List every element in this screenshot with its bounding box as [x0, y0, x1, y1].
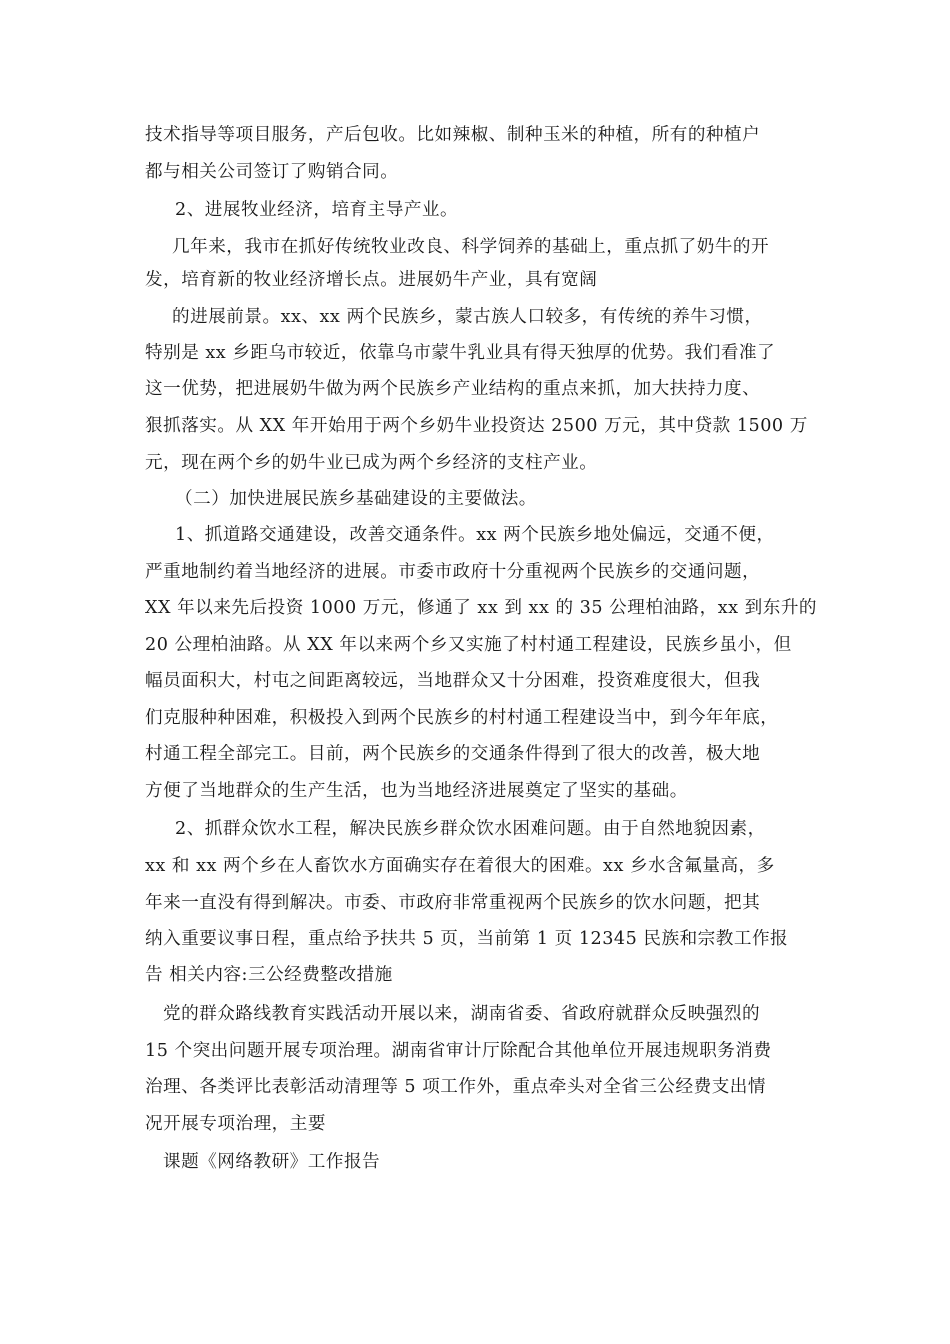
text-line: 都与相关公司签订了购销合同。 — [145, 162, 399, 182]
text-line: 村通工程全部完工。目前，两个民族乡的交通条件得到了很大的改善，极大地 — [145, 744, 761, 764]
text-line: 几年来，我市在抓好传统牧业改良、科学饲养的基础上，重点抓了奶牛的开 — [172, 237, 770, 257]
text-line: 2、进展牧业经济，培育主导产业。 — [175, 200, 459, 220]
text-line: 治理、各类评比表彰活动清理等 5 项工作外，重点牵头对全省三公经费支出情 — [145, 1077, 766, 1097]
text-line: 2、抓群众饮水工程，解决民族乡群众饮水困难问题。由于自然地貌因素， — [175, 819, 766, 839]
text-line: 狠抓落实。从 XX 年开始用于两个乡奶牛业投资达 2500 万元，其中贷款 1500 万 — [145, 416, 808, 436]
text-line: 发，培育新的牧业经济增长点。进展奶牛产业，具有宽阔 — [145, 270, 598, 290]
text-line: xx 和 xx 两个乡在人畜饮水方面确实存在着很大的困难。xx 乡水含氟量高，多 — [145, 856, 775, 876]
text-line: 况开展专项治理，主要 — [145, 1114, 326, 1134]
text-line: 方便了当地群众的生产生活，也为当地经济进展奠定了坚实的基础。 — [145, 781, 688, 801]
text-line: 元，现在两个乡的奶牛业已成为两个乡经济的支柱产业。 — [145, 453, 598, 473]
text-line: 幅员面积大，村屯之间距离较远，当地群众又十分困难，投资难度很大，但我 — [145, 671, 761, 691]
text-line: 1、抓道路交通建设，改善交通条件。xx 两个民族乡地处偏远，交通不便， — [175, 525, 775, 545]
text-line: 告 相关内容:三公经费整改措施 — [145, 965, 393, 985]
text-line: 特别是 xx 乡距乌市较近，依靠乌市蒙牛乳业具有得天独厚的优势。我们看准了 — [145, 343, 776, 363]
text-line: XX 年以来先后投资 1000 万元，修通了 xx 到 xx 的 35 公理柏油路，xx 到东升的 — [145, 598, 818, 618]
text-line: 20 公理柏油路。从 XX 年以来两个乡又实施了村村通工程建设，民族乡虽小，但 — [145, 635, 792, 655]
text-line: 的进展前景。xx、xx 两个民族乡，蒙古族人口较多，有传统的养牛习惯， — [172, 307, 763, 327]
text-line: 纳入重要议事日程，重点给予扶共 5 页，当前第 1 页 12345 民族和宗教工作报 — [145, 929, 789, 949]
text-line: 15 个突出问题开展专项治理。湖南省审计厅除配合其他单位开展违规职务消费 — [145, 1041, 772, 1061]
text-line: （二）加快进展民族乡基础建设的主要做法。 — [175, 489, 537, 509]
text-line: 技术指导等项目服务，产后包收。比如辣椒、制种玉米的种植，所有的种植户 — [145, 125, 761, 145]
text-line: 课题《网络教研》工作报告 — [163, 1152, 381, 1172]
text-line: 党的群众路线教育实践活动开展以来，湖南省委、省政府就群众反映强烈的 — [163, 1004, 761, 1024]
text-line: 这一优势，把进展奶牛做为两个民族乡产业结构的重点来抓，加大扶持力度、 — [145, 379, 761, 399]
text-line: 年来一直没有得到解决。市委、市政府非常重视两个民族乡的饮水问题，把其 — [145, 893, 761, 913]
text-line: 们克服种种困难，积极投入到两个民族乡的村村通工程建设当中，到今年年底， — [145, 708, 779, 728]
text-line: 严重地制约着当地经济的进展。市委市政府十分重视两个民族乡的交通问题， — [145, 562, 761, 582]
